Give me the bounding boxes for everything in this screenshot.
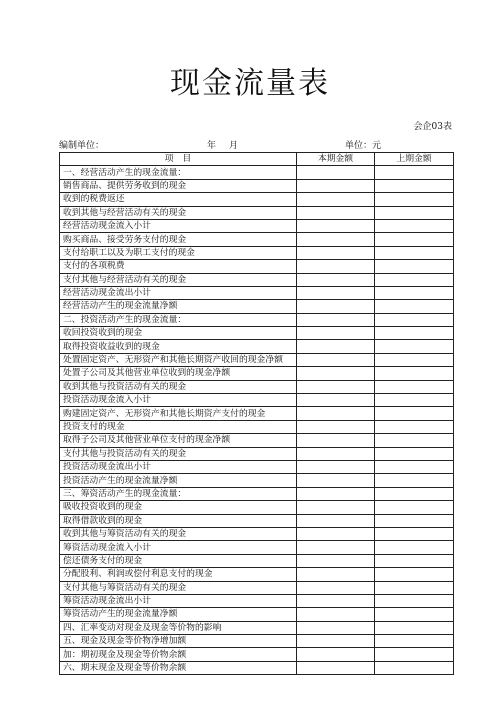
table-row [60, 581, 454, 594]
table-row [60, 434, 454, 447]
prior-period-amount-cell[interactable] [375, 193, 454, 206]
prior-period-amount-cell[interactable] [375, 434, 454, 447]
table-row [60, 594, 454, 607]
table-row [60, 233, 454, 246]
table-row [60, 286, 454, 299]
prior-period-amount-cell[interactable] [375, 447, 454, 460]
table-row [60, 313, 454, 326]
row-item-label: 取得借款收到的现金 [60, 514, 297, 527]
current-period-amount-cell[interactable] [297, 327, 375, 340]
table-row [60, 541, 454, 554]
table-row [60, 353, 454, 366]
table-row [60, 621, 454, 634]
current-period-amount-cell[interactable] [297, 621, 375, 634]
row-item-label: 投资活动现金流出小计 [60, 460, 297, 473]
prior-period-amount-cell[interactable] [375, 474, 454, 487]
header-meta-row [59, 138, 453, 150]
current-period-amount-cell[interactable] [297, 527, 375, 540]
prior-period-amount-cell[interactable] [375, 166, 454, 179]
table-row [60, 206, 454, 219]
prior-period-amount-cell[interactable] [375, 394, 454, 407]
current-period-amount-cell[interactable] [297, 300, 375, 313]
table-row [60, 179, 454, 192]
row-item-label: 偿还债务支付的现金 [60, 554, 297, 567]
current-period-amount-cell[interactable] [297, 407, 375, 420]
current-period-amount-cell[interactable] [297, 648, 375, 661]
row-item-label: 五、现金及现金等价物净增加额 [60, 635, 297, 648]
table-row [60, 193, 454, 206]
current-period-amount-cell[interactable] [297, 514, 375, 527]
current-period-amount-cell[interactable] [297, 340, 375, 353]
current-period-amount-cell[interactable] [297, 554, 375, 567]
current-period-amount-cell[interactable] [297, 260, 375, 273]
prior-period-amount-cell[interactable] [375, 514, 454, 527]
row-item-label: 取得投资收益收到的现金 [60, 340, 297, 353]
current-period-amount-cell[interactable] [297, 594, 375, 607]
row-item-label: 支付其他与经营活动有关的现金 [60, 273, 297, 286]
row-item-label: 投资活动现金流入小计 [60, 394, 297, 407]
current-period-amount-cell[interactable] [297, 447, 375, 460]
year-label: 年 [207, 141, 217, 151]
table-row [60, 407, 454, 420]
table-row [60, 635, 454, 648]
row-item-label: 收到其他与经营活动有关的现金 [60, 206, 297, 219]
table-row [60, 273, 454, 286]
row-item-label: 取得子公司及其他营业单位支付的现金净额 [60, 434, 297, 447]
row-item-label: 支付其他与投资活动有关的现金 [60, 447, 297, 460]
row-item-label: 购建固定资产、无形资产和其他长期资产支付的现金 [60, 407, 297, 420]
table-row [60, 420, 454, 433]
row-item-label: 销售商品、提供劳务收到的现金 [60, 179, 297, 192]
prior-period-amount-cell[interactable] [375, 327, 454, 340]
row-item-label: 投资支付的现金 [60, 420, 297, 433]
column-header-item: 项 目 [60, 153, 297, 166]
row-item-label: 经营活动现金流入小计 [60, 219, 297, 232]
prior-period-amount-cell[interactable] [375, 420, 454, 433]
table-header-row [60, 153, 454, 166]
prior-period-amount-cell[interactable] [375, 581, 454, 594]
row-item-label: 分配股利、利润或偿付利息支付的现金 [60, 568, 297, 581]
column-header-current-period: 本期金额 [297, 153, 375, 166]
table-row [60, 527, 454, 540]
row-item-label: 加：期初现金及现金等价物余额 [60, 648, 297, 661]
current-period-amount-cell[interactable] [297, 474, 375, 487]
row-item-label: 六、期末现金及现金等价物余额 [60, 661, 297, 674]
table-row [60, 394, 454, 407]
table-row [60, 568, 454, 581]
row-item-label: 二、投资活动产生的现金流量： [60, 313, 297, 326]
row-item-label: 处置固定资产、无形资产和其他长期资产收回的现金净额 [60, 353, 297, 366]
current-period-amount-cell[interactable] [297, 193, 375, 206]
row-item-label: 吸收投资收到的现金 [60, 501, 297, 514]
row-item-label: 收到的税费返还 [60, 193, 297, 206]
table-row [60, 474, 454, 487]
table-row [60, 246, 454, 259]
prior-period-amount-cell[interactable] [375, 460, 454, 473]
column-header-prior-period: 上期金额 [375, 153, 454, 166]
prior-period-amount-cell[interactable] [375, 621, 454, 634]
row-item-label: 收到其他与投资活动有关的现金 [60, 380, 297, 393]
prior-period-amount-cell[interactable] [375, 313, 454, 326]
prior-period-amount-cell[interactable] [375, 260, 454, 273]
row-item-label: 处置子公司及其他营业单位收到的现金净额 [60, 367, 297, 380]
current-period-amount-cell[interactable] [297, 541, 375, 554]
row-item-label: 筹资活动现金流出小计 [60, 594, 297, 607]
table-row [60, 219, 454, 232]
current-period-amount-cell[interactable] [297, 367, 375, 380]
current-period-amount-cell[interactable] [297, 420, 375, 433]
table-row [60, 460, 454, 473]
preparer-unit-label: 编制单位： [59, 141, 105, 151]
current-period-amount-cell[interactable] [297, 487, 375, 500]
table-row [60, 166, 454, 179]
current-period-amount-cell[interactable] [297, 460, 375, 473]
prior-period-amount-cell[interactable] [375, 527, 454, 540]
prior-period-amount-cell[interactable] [375, 219, 454, 232]
table-row [60, 380, 454, 393]
table-row [60, 447, 454, 460]
current-period-amount-cell[interactable] [297, 286, 375, 299]
prior-period-amount-cell[interactable] [375, 501, 454, 514]
row-item-label: 经营活动现金流出小计 [60, 286, 297, 299]
current-period-amount-cell[interactable] [297, 434, 375, 447]
prior-period-amount-cell[interactable] [375, 608, 454, 621]
table-row [60, 367, 454, 380]
prior-period-amount-cell[interactable] [375, 206, 454, 219]
prior-period-amount-cell[interactable] [375, 661, 454, 674]
prior-period-amount-cell[interactable] [375, 179, 454, 192]
row-item-label: 筹资活动现金流入小计 [60, 541, 297, 554]
row-item-label: 经营活动产生的现金流量净额 [60, 300, 297, 313]
table-row [60, 300, 454, 313]
current-period-amount-cell[interactable] [297, 608, 375, 621]
prior-period-amount-cell[interactable] [375, 407, 454, 420]
table-row [60, 327, 454, 340]
prior-period-amount-cell[interactable] [375, 635, 454, 648]
current-period-amount-cell[interactable] [297, 635, 375, 648]
row-item-label: 收回投资收到的现金 [60, 327, 297, 340]
prior-period-amount-cell[interactable] [375, 353, 454, 366]
prior-period-amount-cell[interactable] [375, 648, 454, 661]
current-period-amount-cell[interactable] [297, 179, 375, 192]
table-row [60, 501, 454, 514]
row-item-label: 四、汇率变动对现金及现金等价物的影响 [60, 621, 297, 634]
current-period-amount-cell[interactable] [297, 313, 375, 326]
prior-period-amount-cell[interactable] [375, 568, 454, 581]
current-period-amount-cell[interactable] [297, 353, 375, 366]
prior-period-amount-cell[interactable] [375, 554, 454, 567]
current-period-amount-cell[interactable] [297, 501, 375, 514]
prior-period-amount-cell[interactable] [375, 541, 454, 554]
current-period-amount-cell[interactable] [297, 166, 375, 179]
prior-period-amount-cell[interactable] [375, 273, 454, 286]
row-item-label: 三、筹资活动产生的现金流量： [60, 487, 297, 500]
current-period-amount-cell[interactable] [297, 661, 375, 674]
current-period-amount-cell[interactable] [297, 233, 375, 246]
prior-period-amount-cell[interactable] [375, 233, 454, 246]
table-row [60, 260, 454, 273]
table-row [60, 648, 454, 661]
row-item-label: 支付的各项税费 [60, 260, 297, 273]
table-row [60, 661, 454, 674]
prior-period-amount-cell[interactable] [375, 367, 454, 380]
prior-period-amount-cell[interactable] [375, 487, 454, 500]
form-code: 会企03表 [413, 122, 452, 132]
prior-period-amount-cell[interactable] [375, 340, 454, 353]
prior-period-amount-cell[interactable] [375, 380, 454, 393]
row-item-label: 投资活动产生的现金流量净额 [60, 474, 297, 487]
current-period-amount-cell[interactable] [297, 246, 375, 259]
prior-period-amount-cell[interactable] [375, 246, 454, 259]
currency-unit-label: 单位：元 [345, 141, 382, 151]
current-period-amount-cell[interactable] [297, 568, 375, 581]
current-period-amount-cell[interactable] [297, 273, 375, 286]
row-item-label: 支付其他与筹资活动有关的现金 [60, 581, 297, 594]
row-item-label: 支付给职工以及为职工支付的现金 [60, 246, 297, 259]
row-item-label: 筹资活动产生的现金流量净额 [60, 608, 297, 621]
cash-flow-table [59, 152, 454, 675]
prior-period-amount-cell[interactable] [375, 300, 454, 313]
current-period-amount-cell[interactable] [297, 206, 375, 219]
table-row [60, 554, 454, 567]
prior-period-amount-cell[interactable] [375, 286, 454, 299]
row-item-label: 收到其他与筹资活动有关的现金 [60, 527, 297, 540]
table-row [60, 514, 454, 527]
current-period-amount-cell[interactable] [297, 380, 375, 393]
row-item-label: 一、经营活动产生的现金流量： [60, 166, 297, 179]
table-row [60, 340, 454, 353]
document-title: 现金流量表 [170, 66, 330, 101]
table-row [60, 608, 454, 621]
row-item-label: 购买商品、接受劳务支付的现金 [60, 233, 297, 246]
prior-period-amount-cell[interactable] [375, 594, 454, 607]
month-label: 月 [229, 141, 239, 151]
current-period-amount-cell[interactable] [297, 581, 375, 594]
table-row [60, 487, 454, 500]
current-period-amount-cell[interactable] [297, 394, 375, 407]
current-period-amount-cell[interactable] [297, 219, 375, 232]
